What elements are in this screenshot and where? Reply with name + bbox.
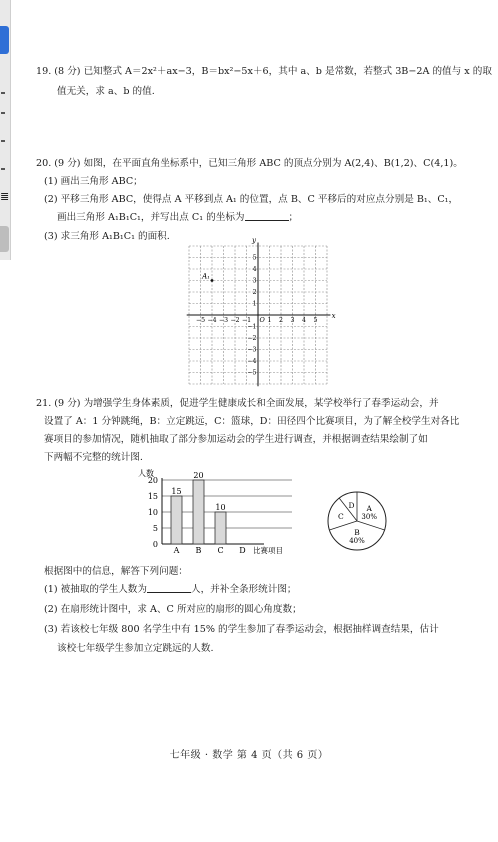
y-tick-label: −2 (247, 335, 257, 343)
x-tick-label: 5 (313, 317, 318, 324)
q21-sub-1-text: (1) 被抽取的学生人数为 (44, 584, 147, 595)
x-axis-label: x (331, 312, 336, 320)
sidebar-marker (1, 168, 5, 170)
sidebar-tool-button[interactable] (0, 26, 9, 54)
y-tick-label: 5 (252, 254, 257, 262)
q21-sub-3a: (3) 若该校七年级 800 名学生中有 15% 的学生参加了春季运动会，根据抽样调查结果，估计 (44, 624, 439, 635)
grid-point-a1 (201, 273, 213, 282)
origin-label: O (259, 316, 265, 324)
answer-blank-count[interactable] (147, 583, 191, 593)
x-tick-label: 3 (290, 317, 295, 324)
bar-x-axis-label: 比赛项目 (253, 546, 283, 555)
q19-line-1: 19. (8 分) 已知整式 A＝2x²＋ax−3，B＝bx²−5x＋6，其中 a、b 是常数，若整式 3B−2A 的值与 x 的取 (36, 66, 492, 77)
point-a1-label: A₁ (202, 272, 210, 281)
q20-part-1: (1) 画出三角形 ABC； (44, 176, 143, 187)
x-tick-label: 4 (302, 317, 306, 324)
grid-tick-labels (196, 255, 318, 377)
x-tick-label: −4 (207, 317, 217, 324)
q20-part-2b (57, 209, 298, 223)
bar-chart (132, 464, 302, 560)
x-tick-label: 1 (267, 317, 272, 324)
viewer-sidebar (0, 0, 11, 260)
pie-chart (326, 490, 388, 552)
y-tick-label: −1 (247, 323, 257, 331)
bar-y-tick-label: 0 (152, 540, 158, 549)
point-a1 (211, 279, 214, 282)
q21-sub-2: (2) 在扇形统计图中，求 A、C 所对应的扇形的圆心角度数； (44, 604, 302, 615)
x-tick-label: −3 (218, 317, 229, 324)
sidebar-page-button[interactable] (0, 226, 9, 252)
x-tick-label: −5 (195, 317, 206, 324)
y-tick-label: 3 (252, 277, 257, 285)
bar-y-tick-label: 15 (147, 492, 158, 501)
sidebar-marker (1, 112, 5, 114)
bar-y-axis-label: 人数 (138, 469, 154, 478)
x-tick-label: −2 (230, 317, 240, 324)
bar-data-label: 15 (171, 487, 182, 496)
pie-value-label: 40% (349, 537, 365, 546)
sidebar-marker (1, 92, 5, 94)
q20-part-2b-text: 画出三角形 A₁B₁C₁，并写出点 C₁ 的坐标为 (57, 212, 245, 223)
answer-blank-c1[interactable] (245, 211, 289, 221)
bar-category-label: A (173, 546, 180, 555)
bar-B (193, 480, 204, 544)
q21-sub-1 (44, 581, 297, 595)
page-footer: 七年级 · 数学 第 4 页（共 6 页） (169, 750, 329, 761)
x-tick-label: 2 (279, 317, 283, 324)
q21-line-2: 设置了 A：1 分钟跳绳，B：立定跳远，C：篮球，D：田径四个比赛项目，为了解全校学生对各比 (44, 416, 460, 427)
x-tick-label: −1 (241, 317, 252, 324)
pie-label-C: C (338, 512, 344, 522)
q21-sub-1-end: 人，并补全条形统计图； (190, 584, 297, 595)
pie-label-D: D (348, 501, 355, 511)
bar-data-label: 10 (215, 503, 226, 512)
q21-intro: 根据图中的信息，解答下列问题： (44, 566, 188, 577)
q20-part-2b-end: ； (288, 212, 299, 223)
bar-category-label: B (195, 546, 202, 555)
pie-label-A: A (366, 504, 372, 514)
bar-y-tick-label: 5 (152, 524, 158, 533)
bar-C (215, 512, 226, 544)
bar-data-label: 20 (193, 471, 204, 480)
sidebar-marker (1, 140, 5, 142)
q21-line-3: 赛项目的参加情况，随机抽取了部分参加运动会的学生进行调查，并根据调查结果绘制了如 (44, 434, 428, 445)
bar-A (171, 496, 182, 544)
q20-part-3: (3) 求三角形 A₁B₁C₁ 的面积. (44, 231, 170, 242)
y-axis-label: y (252, 236, 256, 245)
y-tick-label: 4 (252, 266, 257, 274)
bar-y-tick-label: 20 (147, 476, 158, 485)
y-tick-label: 2 (252, 289, 257, 297)
y-tick-label: −5 (247, 369, 257, 377)
bar-category-label: D (239, 546, 246, 555)
bar-y-tick-label: 10 (147, 508, 158, 517)
y-tick-label: −4 (247, 358, 257, 366)
pie-value-label: 30% (361, 513, 377, 522)
coordinate-grid (188, 236, 338, 388)
y-tick-label: 1 (252, 300, 257, 308)
q20-line-1: 20. (9 分) 如图，在平面直角坐标系中，已知三角形 ABC 的顶点分别为 A(2,4)、B(1,2)、C(4,1)。 (36, 158, 463, 169)
pie-label-B: B (354, 528, 360, 538)
q21-sub-3b: 该校七年级学生参加立定跳远的人数. (57, 643, 214, 654)
q21-line-1: 21. (9 分) 为增强学生身体素质，促进学生健康成长和全面发展，某学校举行了春季运动会，并 (36, 398, 439, 409)
q20-part-2a: (2) 平移三角形 ABC，使得点 A 平移到点 A₁ 的位置，点 B、C 平移后的对应点分别是 B₁、C₁， (44, 194, 459, 205)
q21-line-4: 下两幅不完整的统计图. (44, 452, 143, 463)
grid-axes (187, 237, 336, 387)
q19-line-2: 值无关，求 a、b 的值. (57, 86, 155, 97)
y-tick-label: −3 (247, 346, 257, 354)
sidebar-glyph: ≣ (0, 190, 10, 203)
bar-category-label: C (217, 546, 224, 555)
